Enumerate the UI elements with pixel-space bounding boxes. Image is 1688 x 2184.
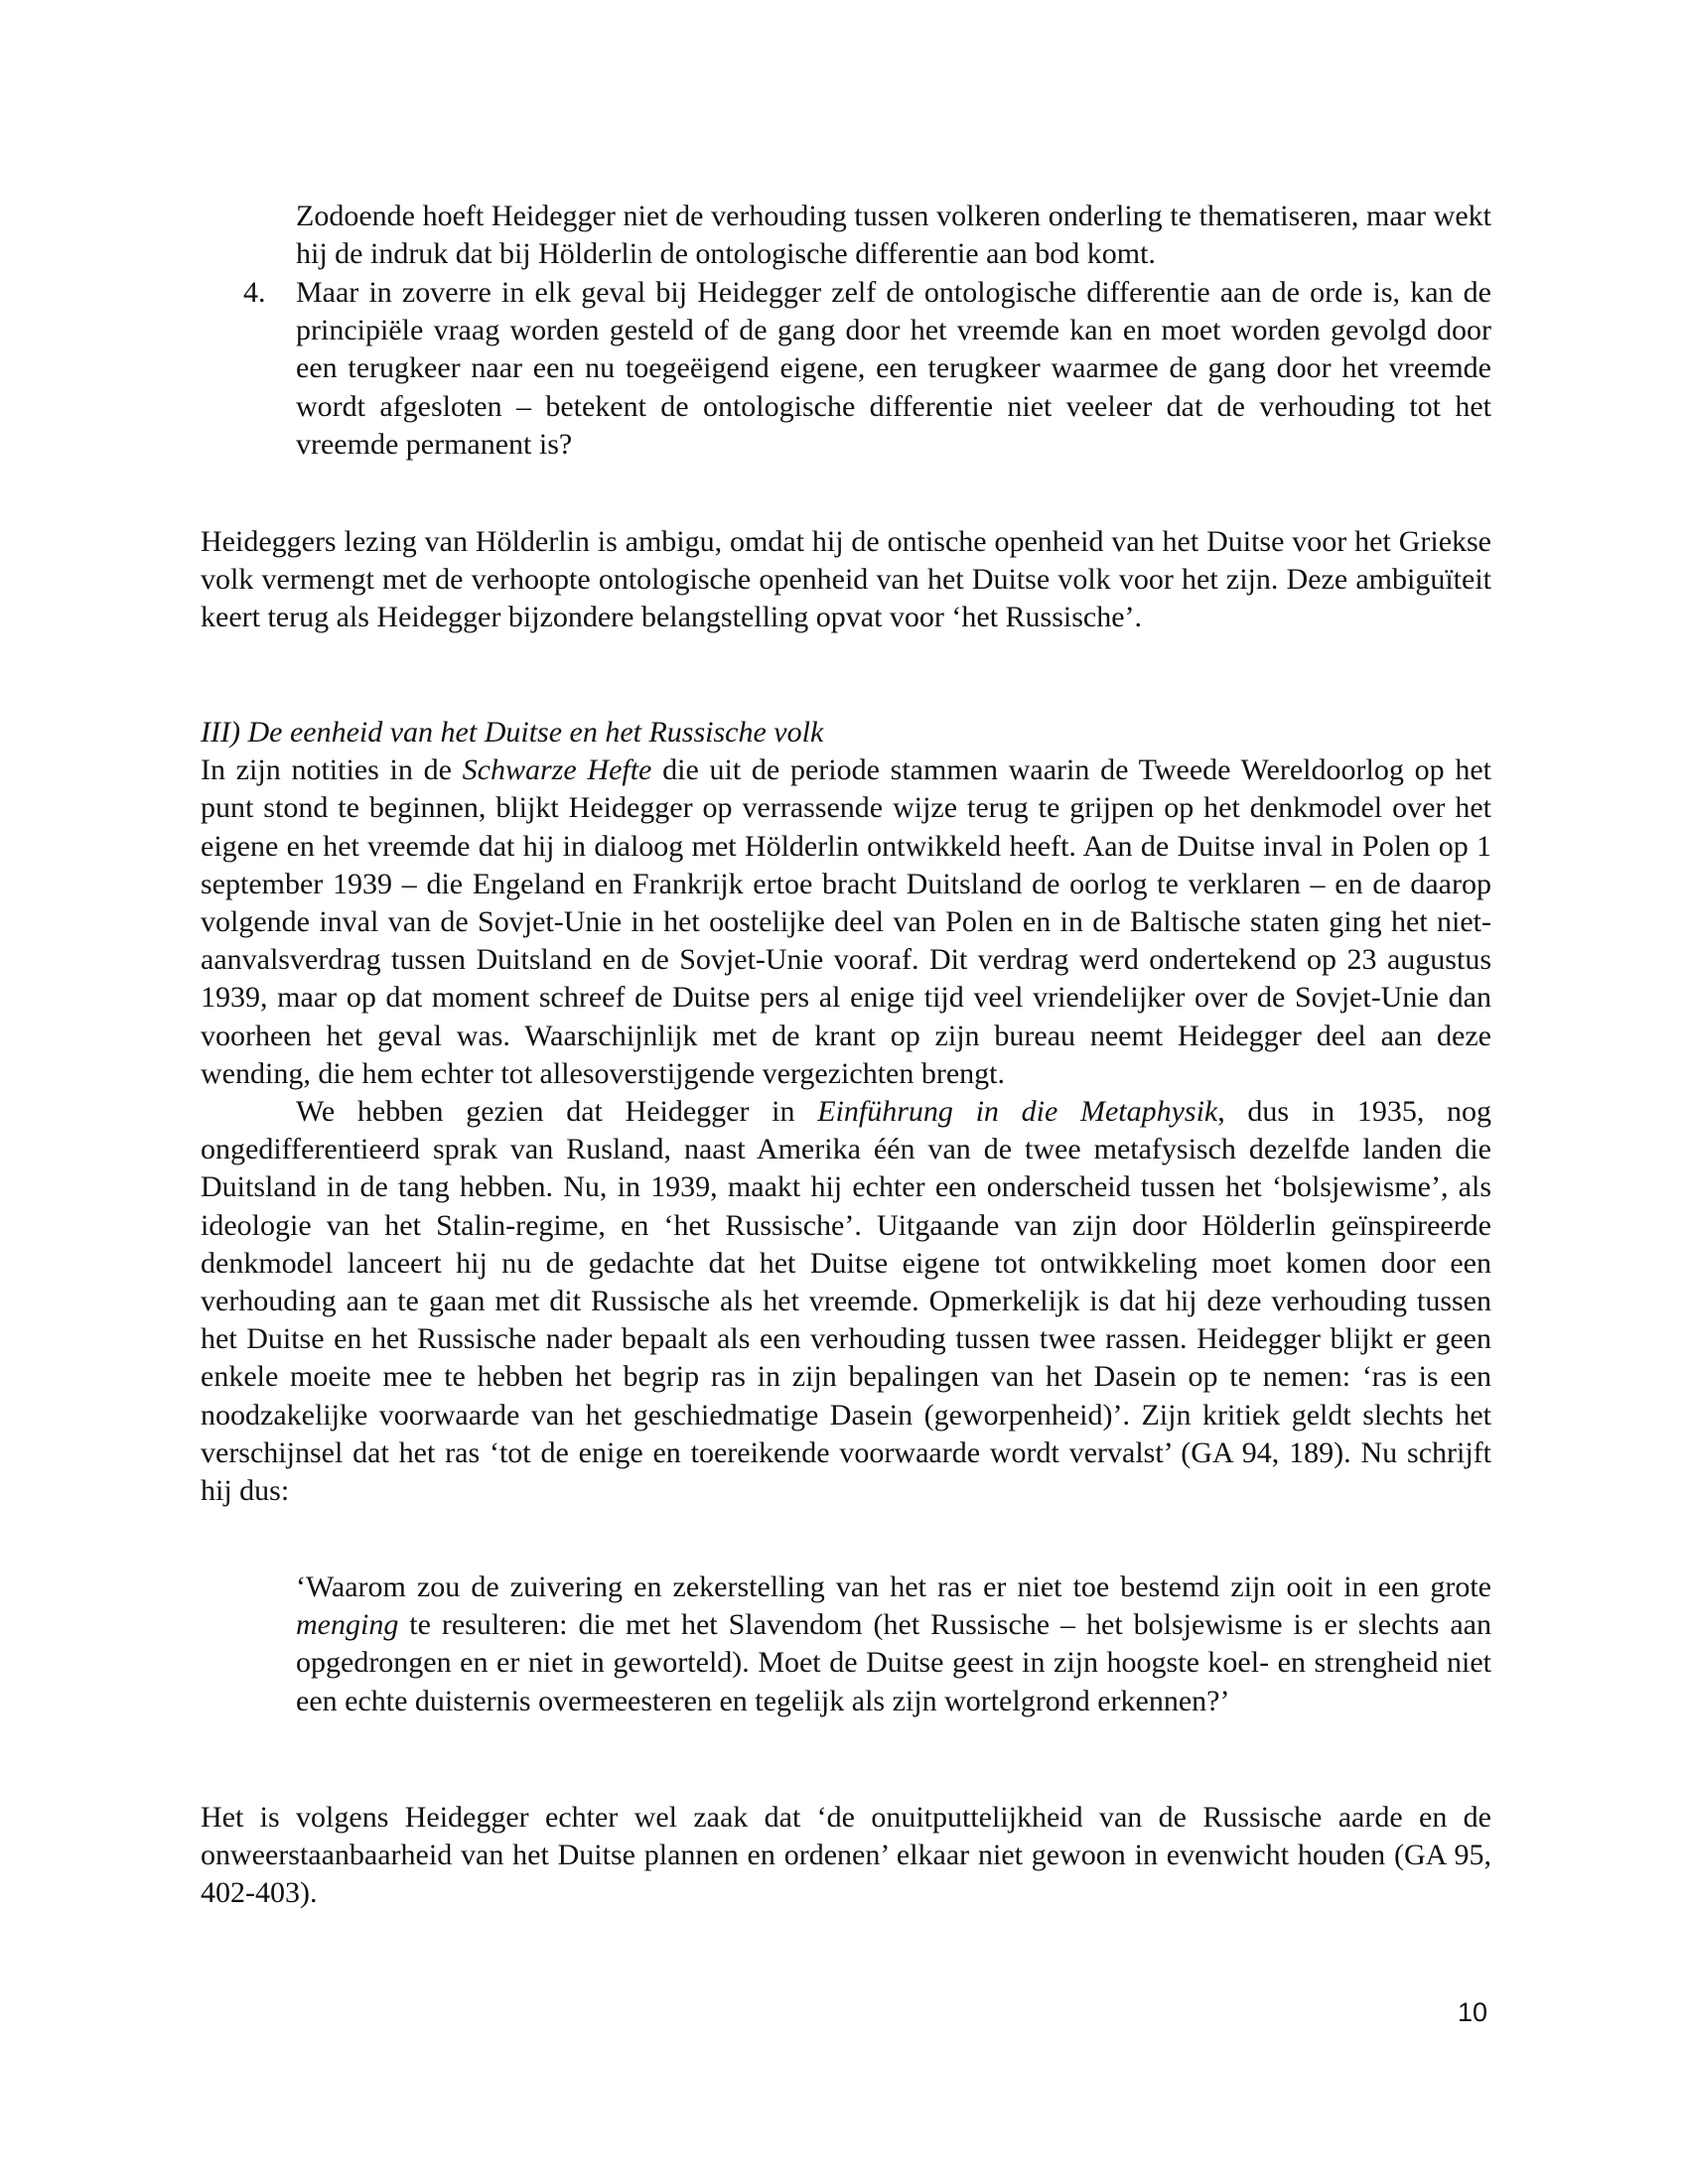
block-quote-text-a: ‘Waarom zou de zuivering en zekerstelling van het ras er niet toe bestemd zijn ooit in een grote bbox=[296, 1570, 1491, 1603]
section-paragraph-1 bbox=[201, 751, 1491, 1093]
section-paragraph-2-text-a: We hebben gezien dat Heidegger in bbox=[296, 1095, 818, 1129]
section-paragraph-2-text-b: , dus in 1935, nog ongedifferentieerd sprak van Rusland, naast Amerika één van de twee metafysisch dezelfde landen die Duitsland in de tang hebben. Nu, in 1939, maakt hij echter een onderscheid tussen het ‘bolsjewisme’, als ideologie van het Stalin-regime, en ‘het Russische’. Uitgaande van zijn door Hölderlin geïnspireerde denkmodel lanceert hij nu de gedachte dat het Duitse eigene tot ontwikkeling moet komen door een verhouding aan te gaan met dit Russische als het vreemde. Opmerkelijk is dat hij deze verhouding tussen het Duitse en het Russische nader bepaalt als een verhouding tussen twee rassen. Heidegger blijkt er geen enkele moeite mee te hebben het begrip ras in zijn bepalingen van het Dasein op te nemen: ‘ras is een noodzakelijke voorwaarde van het geschiedmatige Dasein (geworpenheid)’. Zijn kritiek geldt slechts het verschijnsel dat het ras ‘tot de enige en toereikende voorwaarde wordt vervalst’ (GA 94, 189). Nu schrijft hij dus: bbox=[201, 1095, 1492, 1508]
page-number: 10 bbox=[1457, 1997, 1487, 2027]
block-quote-italic: menging bbox=[296, 1608, 399, 1642]
list-item-number: 4. bbox=[243, 276, 266, 309]
block-quote-text-b: te resulteren: die met het Slavendom (het Russische – het bolsjewisme is er slechts aan opgedrongen en er niet in geworteld). Moet de Duitse geest in zijn hoogste koel- en strengheid niet een echte duisternis overmeesteren en tegelijk als zijn wortelgrond erkennen?’ bbox=[296, 1608, 1491, 1717]
section-paragraph-2 bbox=[201, 1093, 1491, 1510]
list-item-text: Maar in zoverre in elk geval bij Heidegger zelf de ontologische differentie aan de orde is, kan de principiële vraag worden gesteld of de gang door het vreemde kan en moet worden gevolgd door een terugkeer naar een nu toegeëigend eigene, een terugkeer waarmee de gang door het vreemde wordt afgesloten – betekent de ontologische differentie niet veeleer dat de verhouding tot het vreemde permanent is? bbox=[296, 276, 1491, 461]
section-paragraph-1-text-b: die uit de periode stammen waarin de Tweede Wereldoorlog op het punt stond te beginnen, blijkt Heidegger op verrassende wijze terug te grijpen op het denkmodel over het eigene en het vreemde dat hij in dialoog met Hölderlin ontwikkeld heeft. Aan de Duitse inval in Polen op 1 september 1939 – die Engeland en Frankrijk ertoe bracht Duitsland de oorlog te verklaren – en de daarop volgende inval van de Sovjet-Unie in het oostelijke deel van Polen en in de Baltische staten ging het niet-aanvalsverdrag tussen Duitsland en de Sovjet-Unie vooraf. Dit verdrag werd ondertekend op 23 augustus 1939, maar op dat moment schreef de Duitse pers al enige tijd veel vriendelijker over de Sovjet-Unie dan voorheen het geval was. Waarschijnlijk met de krant op zijn bureau neemt Heidegger deel aan deze wending, die hem echter tot allesoverstijgende vergezichten brengt. bbox=[201, 753, 1491, 1090]
closing-paragraph: Het is volgens Heidegger echter wel zaak dat ‘de onuitputtelijkheid van de Russische aarde en de onweerstaanbaarheid van het Duitse plannen en ordenen’ elkaar niet gewoon in evenwicht houden (GA 95, 402-403). bbox=[201, 1801, 1491, 1910]
block-quote bbox=[296, 1569, 1491, 1720]
section-heading: III) De eenheid van het Duitse en het Russische volk bbox=[201, 716, 824, 749]
paragraph-ambiguity: Heideggers lezing van Hölderlin is ambigu, omdat hij de ontische openheid van het Duitse voor het Griekse volk vermengt met de verhoopte ontologische openheid van het Duitse volk voor het zijn. Deze ambiguïteit keert terug als Heidegger bijzondere belangstelling opvat voor ‘het Russische’. bbox=[201, 525, 1491, 634]
section-unity-german-russian bbox=[201, 714, 1491, 1510]
list-item-3-continuation: Zodoende hoeft Heidegger niet de verhouding tussen volkeren onderling te thematiseren, maar wekt hij de indruk dat bij Hölderlin de ontologische differentie aan bod komt. bbox=[296, 200, 1491, 271]
section-paragraph-2-italic: Einführung in die Metaphysik bbox=[817, 1095, 1218, 1129]
section-paragraph-1-italic: Schwarze Hefte bbox=[462, 753, 652, 787]
section-paragraph-1-text-a: In zijn notities in de bbox=[201, 753, 463, 787]
